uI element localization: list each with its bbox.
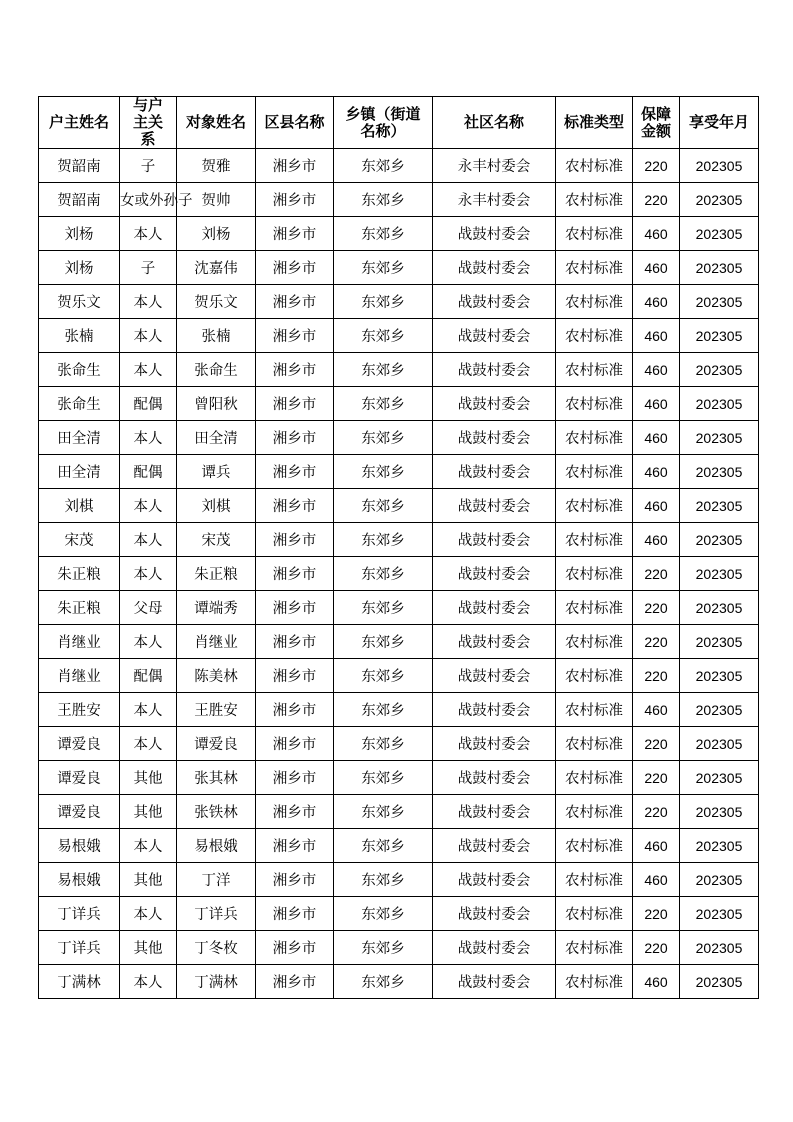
cell-amount: 220 [633, 897, 680, 931]
table-row [39, 523, 759, 557]
cell-community: 永丰村委会 [433, 149, 556, 183]
table-row [39, 863, 759, 897]
cell-owner-name: 丁详兵 [39, 931, 120, 965]
cell-county: 湘乡市 [256, 659, 334, 693]
cell-town: 东郊乡 [334, 557, 433, 591]
header-owner-name: 户主姓名 [39, 97, 120, 149]
cell-county: 湘乡市 [256, 931, 334, 965]
cell-standard-type: 农村标准 [556, 523, 633, 557]
cell-town: 东郊乡 [334, 863, 433, 897]
cell-subject-name: 宋茂 [177, 523, 256, 557]
cell-subject-name: 张楠 [177, 319, 256, 353]
cell-standard-type: 农村标准 [556, 931, 633, 965]
cell-community: 战鼓村委会 [433, 965, 556, 999]
assistance-roster-table [38, 96, 759, 999]
cell-relation: 子 [120, 149, 177, 183]
cell-amount: 460 [633, 455, 680, 489]
cell-period: 202305 [680, 863, 759, 897]
cell-relation: 本人 [120, 217, 177, 251]
cell-town: 东郊乡 [334, 727, 433, 761]
cell-period: 202305 [680, 523, 759, 557]
cell-period: 202305 [680, 489, 759, 523]
cell-period: 202305 [680, 557, 759, 591]
cell-relation: 本人 [120, 693, 177, 727]
cell-relation: 本人 [120, 523, 177, 557]
table-row [39, 455, 759, 489]
cell-community: 战鼓村委会 [433, 693, 556, 727]
cell-owner-name: 贺韶南 [39, 183, 120, 217]
cell-amount: 460 [633, 421, 680, 455]
table-row [39, 489, 759, 523]
cell-subject-name: 沈嘉伟 [177, 251, 256, 285]
cell-relation: 子 [120, 251, 177, 285]
cell-period: 202305 [680, 931, 759, 965]
table-row [39, 353, 759, 387]
cell-owner-name: 丁详兵 [39, 897, 120, 931]
cell-county: 湘乡市 [256, 251, 334, 285]
cell-community: 永丰村委会 [433, 183, 556, 217]
cell-town: 东郊乡 [334, 285, 433, 319]
cell-town: 东郊乡 [334, 693, 433, 727]
cell-community: 战鼓村委会 [433, 285, 556, 319]
cell-subject-name: 朱正粮 [177, 557, 256, 591]
cell-subject-name: 贺雅 [177, 149, 256, 183]
cell-relation: 本人 [120, 829, 177, 863]
cell-standard-type: 农村标准 [556, 625, 633, 659]
cell-relation: 本人 [120, 965, 177, 999]
cell-owner-name: 刘棋 [39, 489, 120, 523]
table-row [39, 897, 759, 931]
cell-period: 202305 [680, 285, 759, 319]
cell-owner-name: 田全清 [39, 455, 120, 489]
cell-relation: 本人 [120, 727, 177, 761]
cell-county: 湘乡市 [256, 591, 334, 625]
cell-amount: 460 [633, 523, 680, 557]
cell-subject-name: 肖继业 [177, 625, 256, 659]
cell-subject-name: 丁详兵 [177, 897, 256, 931]
cell-amount: 220 [633, 591, 680, 625]
cell-standard-type: 农村标准 [556, 591, 633, 625]
table-header [39, 97, 759, 149]
cell-community: 战鼓村委会 [433, 353, 556, 387]
cell-period: 202305 [680, 693, 759, 727]
cell-community: 战鼓村委会 [433, 319, 556, 353]
cell-standard-type: 农村标准 [556, 217, 633, 251]
cell-county: 湘乡市 [256, 625, 334, 659]
header-standard-type: 标准类型 [556, 97, 633, 149]
table-row [39, 251, 759, 285]
cell-period: 202305 [680, 319, 759, 353]
cell-community: 战鼓村委会 [433, 897, 556, 931]
cell-amount: 460 [633, 217, 680, 251]
cell-standard-type: 农村标准 [556, 897, 633, 931]
cell-town: 东郊乡 [334, 829, 433, 863]
cell-owner-name: 王胜安 [39, 693, 120, 727]
cell-county: 湘乡市 [256, 421, 334, 455]
cell-owner-name: 张命生 [39, 353, 120, 387]
cell-owner-name: 贺乐文 [39, 285, 120, 319]
cell-relation: 其他 [120, 931, 177, 965]
cell-amount: 220 [633, 183, 680, 217]
cell-amount: 460 [633, 387, 680, 421]
cell-standard-type: 农村标准 [556, 693, 633, 727]
cell-town: 东郊乡 [334, 931, 433, 965]
table-row [39, 557, 759, 591]
cell-standard-type: 农村标准 [556, 455, 633, 489]
cell-town: 东郊乡 [334, 795, 433, 829]
cell-owner-name: 肖继业 [39, 625, 120, 659]
cell-owner-name: 贺韶南 [39, 149, 120, 183]
cell-period: 202305 [680, 965, 759, 999]
cell-owner-name: 刘杨 [39, 217, 120, 251]
cell-period: 202305 [680, 591, 759, 625]
table-row [39, 591, 759, 625]
cell-owner-name: 宋茂 [39, 523, 120, 557]
table-row [39, 421, 759, 455]
cell-relation: 配偶 [120, 455, 177, 489]
cell-community: 战鼓村委会 [433, 795, 556, 829]
cell-owner-name: 谭爱良 [39, 727, 120, 761]
cell-period: 202305 [680, 897, 759, 931]
cell-relation: 配偶 [120, 387, 177, 421]
cell-amount: 220 [633, 931, 680, 965]
cell-standard-type: 农村标准 [556, 659, 633, 693]
cell-town: 东郊乡 [334, 353, 433, 387]
cell-period: 202305 [680, 421, 759, 455]
table-row [39, 319, 759, 353]
cell-subject-name: 丁冬枚 [177, 931, 256, 965]
cell-subject-name: 贺帅 [177, 183, 256, 217]
cell-subject-name: 刘棋 [177, 489, 256, 523]
cell-community: 战鼓村委会 [433, 489, 556, 523]
cell-subject-name: 刘杨 [177, 217, 256, 251]
table-row [39, 795, 759, 829]
table-row [39, 693, 759, 727]
cell-community: 战鼓村委会 [433, 523, 556, 557]
cell-standard-type: 农村标准 [556, 557, 633, 591]
cell-subject-name: 张铁林 [177, 795, 256, 829]
cell-owner-name: 朱正粮 [39, 557, 120, 591]
cell-relation: 本人 [120, 319, 177, 353]
cell-county: 湘乡市 [256, 489, 334, 523]
cell-town: 东郊乡 [334, 489, 433, 523]
cell-relation: 本人 [120, 897, 177, 931]
cell-community: 战鼓村委会 [433, 591, 556, 625]
header-subject-name: 对象姓名 [177, 97, 256, 149]
cell-community: 战鼓村委会 [433, 863, 556, 897]
cell-standard-type: 农村标准 [556, 761, 633, 795]
cell-period: 202305 [680, 829, 759, 863]
cell-amount: 220 [633, 795, 680, 829]
cell-owner-name: 谭爱良 [39, 761, 120, 795]
table-row [39, 387, 759, 421]
cell-relation: 其他 [120, 795, 177, 829]
cell-subject-name: 陈美林 [177, 659, 256, 693]
cell-amount: 460 [633, 251, 680, 285]
cell-community: 战鼓村委会 [433, 387, 556, 421]
cell-county: 湘乡市 [256, 727, 334, 761]
cell-town: 东郊乡 [334, 387, 433, 421]
cell-owner-name: 田全清 [39, 421, 120, 455]
header-period: 享受年月 [680, 97, 759, 149]
cell-town: 东郊乡 [334, 251, 433, 285]
cell-town: 东郊乡 [334, 897, 433, 931]
cell-community: 战鼓村委会 [433, 625, 556, 659]
cell-county: 湘乡市 [256, 693, 334, 727]
cell-amount: 460 [633, 965, 680, 999]
table-row [39, 761, 759, 795]
cell-county: 湘乡市 [256, 795, 334, 829]
cell-county: 湘乡市 [256, 319, 334, 353]
cell-subject-name: 丁满林 [177, 965, 256, 999]
cell-amount: 220 [633, 625, 680, 659]
cell-county: 湘乡市 [256, 387, 334, 421]
cell-period: 202305 [680, 727, 759, 761]
cell-period: 202305 [680, 795, 759, 829]
table-row [39, 931, 759, 965]
cell-amount: 460 [633, 319, 680, 353]
cell-period: 202305 [680, 387, 759, 421]
cell-standard-type: 农村标准 [556, 829, 633, 863]
cell-amount: 460 [633, 353, 680, 387]
cell-amount: 460 [633, 829, 680, 863]
cell-owner-name: 谭爱良 [39, 795, 120, 829]
cell-amount: 220 [633, 761, 680, 795]
cell-town: 东郊乡 [334, 183, 433, 217]
cell-subject-name: 王胜安 [177, 693, 256, 727]
cell-owner-name: 刘杨 [39, 251, 120, 285]
cell-county: 湘乡市 [256, 455, 334, 489]
cell-relation: 本人 [120, 285, 177, 319]
header-community: 社区名称 [433, 97, 556, 149]
cell-relation: 本人 [120, 421, 177, 455]
cell-standard-type: 农村标准 [556, 183, 633, 217]
cell-town: 东郊乡 [334, 149, 433, 183]
cell-town: 东郊乡 [334, 217, 433, 251]
header-amount: 保障金额 [633, 97, 680, 149]
cell-period: 202305 [680, 625, 759, 659]
table-row [39, 217, 759, 251]
cell-owner-name: 丁满林 [39, 965, 120, 999]
cell-standard-type: 农村标准 [556, 965, 633, 999]
table-row [39, 625, 759, 659]
cell-standard-type: 农村标准 [556, 353, 633, 387]
cell-period: 202305 [680, 183, 759, 217]
cell-community: 战鼓村委会 [433, 251, 556, 285]
cell-relation: 其他 [120, 863, 177, 897]
cell-county: 湘乡市 [256, 217, 334, 251]
cell-community: 战鼓村委会 [433, 931, 556, 965]
cell-county: 湘乡市 [256, 523, 334, 557]
cell-relation: 本人 [120, 557, 177, 591]
cell-amount: 220 [633, 557, 680, 591]
cell-community: 战鼓村委会 [433, 455, 556, 489]
cell-town: 东郊乡 [334, 591, 433, 625]
cell-subject-name: 丁洋 [177, 863, 256, 897]
cell-standard-type: 农村标准 [556, 387, 633, 421]
cell-subject-name: 田全清 [177, 421, 256, 455]
cell-period: 202305 [680, 659, 759, 693]
cell-community: 战鼓村委会 [433, 727, 556, 761]
cell-community: 战鼓村委会 [433, 421, 556, 455]
table-row [39, 183, 759, 217]
cell-standard-type: 农村标准 [556, 285, 633, 319]
table-row [39, 727, 759, 761]
cell-standard-type: 农村标准 [556, 863, 633, 897]
cell-period: 202305 [680, 251, 759, 285]
cell-amount: 460 [633, 285, 680, 319]
cell-amount: 220 [633, 727, 680, 761]
cell-county: 湘乡市 [256, 183, 334, 217]
cell-community: 战鼓村委会 [433, 659, 556, 693]
cell-standard-type: 农村标准 [556, 489, 633, 523]
cell-relation: 女或外孙子 [120, 183, 177, 217]
cell-period: 202305 [680, 217, 759, 251]
cell-amount: 460 [633, 863, 680, 897]
cell-town: 东郊乡 [334, 761, 433, 795]
cell-owner-name: 朱正粮 [39, 591, 120, 625]
cell-amount: 220 [633, 149, 680, 183]
cell-community: 战鼓村委会 [433, 217, 556, 251]
cell-town: 东郊乡 [334, 659, 433, 693]
cell-county: 湘乡市 [256, 965, 334, 999]
cell-period: 202305 [680, 149, 759, 183]
cell-subject-name: 曾阳秋 [177, 387, 256, 421]
cell-county: 湘乡市 [256, 557, 334, 591]
cell-county: 湘乡市 [256, 285, 334, 319]
cell-relation: 本人 [120, 625, 177, 659]
cell-standard-type: 农村标准 [556, 319, 633, 353]
cell-subject-name: 贺乐文 [177, 285, 256, 319]
cell-standard-type: 农村标准 [556, 727, 633, 761]
cell-owner-name: 易根娥 [39, 829, 120, 863]
cell-owner-name: 肖继业 [39, 659, 120, 693]
cell-county: 湘乡市 [256, 897, 334, 931]
cell-amount: 220 [633, 659, 680, 693]
cell-period: 202305 [680, 761, 759, 795]
table-row [39, 149, 759, 183]
table-body [39, 149, 759, 999]
cell-county: 湘乡市 [256, 863, 334, 897]
cell-town: 东郊乡 [334, 523, 433, 557]
cell-owner-name: 张楠 [39, 319, 120, 353]
cell-subject-name: 谭兵 [177, 455, 256, 489]
cell-subject-name: 谭端秀 [177, 591, 256, 625]
cell-relation: 配偶 [120, 659, 177, 693]
cell-owner-name: 易根娥 [39, 863, 120, 897]
table-row [39, 829, 759, 863]
table-row [39, 285, 759, 319]
cell-community: 战鼓村委会 [433, 557, 556, 591]
cell-subject-name: 张其林 [177, 761, 256, 795]
cell-amount: 460 [633, 489, 680, 523]
cell-period: 202305 [680, 353, 759, 387]
cell-standard-type: 农村标准 [556, 251, 633, 285]
cell-subject-name: 谭爱良 [177, 727, 256, 761]
cell-relation: 本人 [120, 489, 177, 523]
cell-period: 202305 [680, 455, 759, 489]
header-town: 乡镇（街道名称） [334, 97, 433, 149]
cell-county: 湘乡市 [256, 353, 334, 387]
cell-town: 东郊乡 [334, 965, 433, 999]
cell-relation: 其他 [120, 761, 177, 795]
cell-amount: 460 [633, 693, 680, 727]
header-relation: 与户主关系 [120, 97, 177, 149]
cell-town: 东郊乡 [334, 455, 433, 489]
cell-county: 湘乡市 [256, 761, 334, 795]
cell-subject-name: 易根娥 [177, 829, 256, 863]
header-county: 区县名称 [256, 97, 334, 149]
cell-community: 战鼓村委会 [433, 761, 556, 795]
cell-county: 湘乡市 [256, 829, 334, 863]
cell-standard-type: 农村标准 [556, 149, 633, 183]
table-row [39, 659, 759, 693]
cell-relation: 本人 [120, 353, 177, 387]
cell-town: 东郊乡 [334, 625, 433, 659]
cell-relation: 父母 [120, 591, 177, 625]
cell-community: 战鼓村委会 [433, 829, 556, 863]
cell-county: 湘乡市 [256, 149, 334, 183]
cell-standard-type: 农村标准 [556, 795, 633, 829]
cell-town: 东郊乡 [334, 421, 433, 455]
cell-standard-type: 农村标准 [556, 421, 633, 455]
header-row [39, 97, 759, 149]
cell-owner-name: 张命生 [39, 387, 120, 421]
cell-subject-name: 张命生 [177, 353, 256, 387]
cell-town: 东郊乡 [334, 319, 433, 353]
table-row [39, 965, 759, 999]
